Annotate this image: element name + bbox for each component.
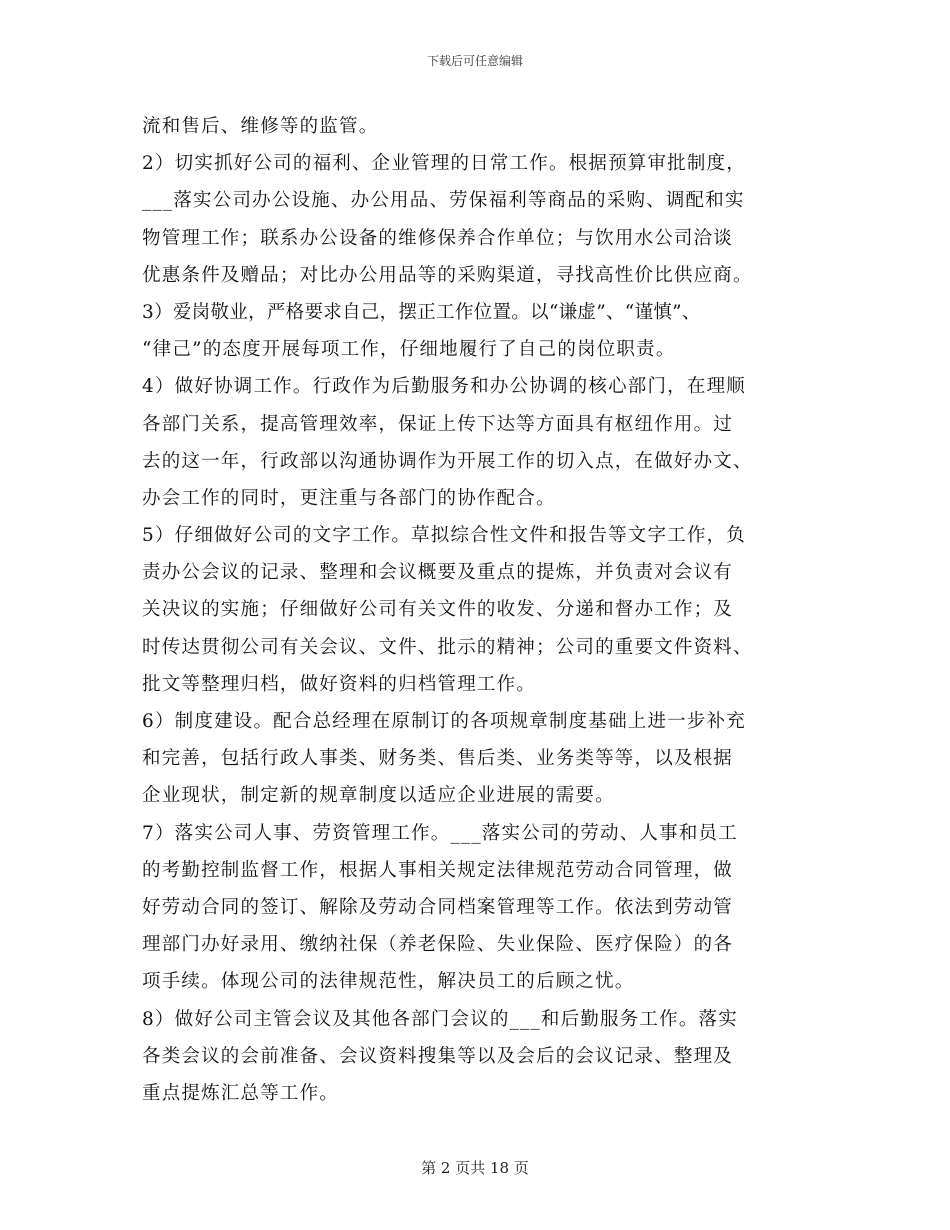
body-line: 责办公会议的记录、整理和会议概要及重点的提炼，并负责对会议有 [142,562,734,584]
body-line: 物管理工作；联系办公设备的维修保养合作单位；与饮用水公司洽谈 [142,227,734,249]
body-line: 和完善，包括行政人事类、财务类、售后类、业务类等等，以及根据 [142,748,734,770]
body-line: 理部门办好录用、缴纳社保（养老保险、失业保险、医疗保险）的各 [142,934,734,956]
body-line: 8）做好公司主管会议及其他各部门会议的___和后勤服务工作。落实 [142,1008,738,1030]
body-line: 企业现状，制定新的规章制度以适应企业进展的需要。 [142,785,615,807]
body-line: 去的这一年，行政部以沟通协调作为开展工作的切入点，在做好办文、 [142,450,753,472]
body-line: 重点提炼汇总等工作。 [142,1082,340,1104]
body-line: 办会工作的同时，更注重与各部门的协作配合。 [142,487,556,509]
page-header: 下载后可任意编辑 [426,54,523,68]
page-footer: 第 2 页共 18 页 [421,1159,529,1177]
body-line: 的考勤控制监督工作，根据人事相关规定法律规范劳动合同管理，做 [142,859,734,881]
body-line: 关决议的实施；仔细做好公司有关文件的收发、分递和督办工作；及 [142,599,734,621]
body-line: 各部门关系，提高管理效率，保证上传下达等方面具有枢纽作用。过 [142,413,734,435]
body-line: “律己”的态度开展每项工作，仔细地履行了自己的岗位职责。 [142,339,676,361]
body-line: 优惠条件及赠品；对比办公用品等的采购渠道，寻找高性价比供应商。 [142,264,753,286]
body-line: 4）做好协调工作。行政作为后勤服务和办公协调的核心部门，在理顺 [142,376,746,398]
body-line: 批文等整理归档，做好资料的归档管理工作。 [142,673,537,695]
body-line: 各类会议的会前准备、会议资料搜集等以及会后的会议记录、整理及 [142,1045,734,1067]
body-line: 7）落实公司人事、劳资管理工作。___落实公司的劳动、人事和员工 [142,822,738,844]
body-line: 5）仔细做好公司的文字工作。草拟综合性文件和报告等文字工作，负 [142,525,746,547]
body-line: 流和售后、维修等的监管。 [142,116,379,137]
body-line: 6）制度建设。配合总经理在原制订的各项规章制度基础上进一步补充 [142,711,746,732]
body-line: 3）爱岗敬业，严格要求自己，摆正工作位置。以“谦虚”、“谨慎”、 [142,301,701,323]
body-line: 好劳动合同的签订、解除及劳动合同档案管理等工作。依法到劳动管 [142,896,734,918]
body-line: 时传达贯彻公司有关会议、文件、批示的精神；公司的重要文件资料、 [142,636,753,658]
body-line: ___落实公司办公设施、办公用品、劳保福利等商品的采购、调配和实 [142,190,745,212]
document-body [142,108,812,1112]
body-line: 2）切实抓好公司的福利、企业管理的日常工作。根据预算审批制度， [142,153,746,175]
body-line: 项手续。体现公司的法律规范性，解决员工的后顾之忧。 [142,971,635,993]
